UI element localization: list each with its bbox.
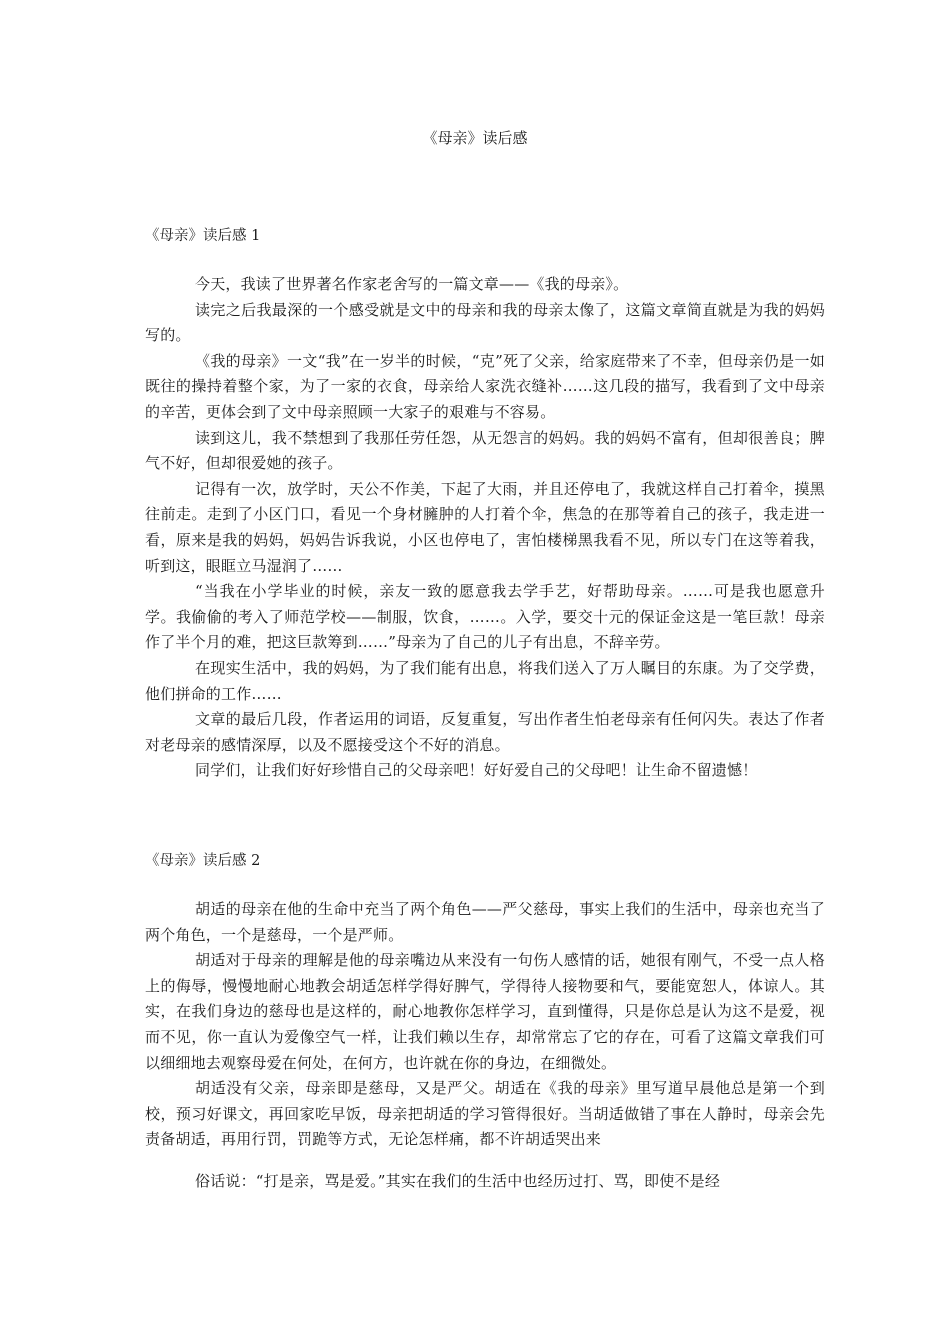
section-heading: 《母亲》读后感 1 [145, 228, 261, 244]
paragraph: 胡适对于母亲的理解是他的母亲嘴边从来没有一句伤人感情的话，她很有刚气，不受一点人格上的侮辱，慢慢地耐心地教会胡适怎样学得好脾气，学得待人接物要和气，要能宽恕人，体谅人。其实，在我们身边的慈母也是这样的，耐心地教你怎样学习，直到懂得，只是你总是认为这不是爱，视而不见，你一直认为爱像空气一样，让我们赖以生存，却常常忘了它的存在，可看了这篇文章我们可以细细地去观察母爱在何处，在何方，也许就在你的身边，在细微处。 [145, 951, 825, 1072]
paragraph: 同学们，让我们好好珍惜自己的父母亲吧！好好爱自己的父母吧！让生命不留遗憾！ [195, 761, 758, 780]
document-title: 《母亲》读后感 [422, 129, 528, 147]
paragraph: 读完之后我最深的一个感受就是文中的母亲和我的母亲太像了，这篇文章简直就是为我的妈妈写的。 [145, 300, 825, 345]
paragraph: 文章的最后几段，作者运用的词语，反复重复，写出作者生怕老母亲有任何闪失。表达了作者对老母亲的感情深厚，以及不愿接受这个不好的消息。 [145, 710, 825, 754]
paragraph: 俗话说：“打是亲，骂是爱。”其实在我们的生活中也经历过打、骂，即使不是经 [195, 1171, 721, 1190]
paragraph: 在现实生活中，我的妈妈，为了我们能有出息，将我们送入了万人瞩目的东康。为了交学费，他们拼命的工作…… [145, 658, 825, 703]
paragraph: “当我在小学毕业的时候，亲友一致的愿意我去学手艺，好帮助母亲。……可是我也愿意升学。我偷偷的考入了师范学校——制服，饮食，……。入学，要交十元的保证金这是一笔巨款！母亲作了半个月的难，把这巨款筹到……”母亲为了自己的儿子有出息，不辞辛劳。 [145, 582, 825, 652]
paragraph: 胡适的母亲在他的生命中充当了两个角色——严父慈母，事实上我们的生活中，母亲也充当了两个角色，一个是慈母，一个是严师。 [145, 900, 825, 944]
paragraph: 今天，我读了世界著名作家老舍写的一篇文章——《我的母亲》。 [195, 275, 629, 293]
section-heading: 《母亲》读后感 2 [145, 853, 261, 869]
paragraph: 读到这儿，我不禁想到了我那任劳任怨，从无怨言的妈妈。我的妈妈不富有，但却很善良；脾气不好，但却很爱她的孩子。 [145, 428, 825, 473]
paragraph: 《我的母亲》一文“我”在一岁半的时候，“克”死了父亲，给家庭带来了不幸，但母亲仍是一如既往的操持着整个家，为了一家的衣食，母亲给人家洗衣缝补……这几段的描写，我看到了文中母亲的辛苦，更体会到了文中母亲照顾一大家子的艰难与不容易。 [145, 351, 825, 421]
paragraph: 记得有一次，放学时，天公不作美，下起了大雨，并且还停电了，我就这样自己打着伞，摸黑往前走。走到了小区门口，看见一个身材臃肿的人打着个伞，焦急的在那等着自己的孩子，我走进一看，原来是我的妈妈，妈妈告诉我说，小区也停电了，害怕楼梯黑我看不见，所以专门在这等着我，听到这，眼眶立马湿润了…… [145, 479, 825, 575]
essay-section-1 [145, 225, 825, 784]
essay-section-2 [145, 850, 825, 1195]
paragraph: 胡适没有父亲，母亲即是慈母，又是严父。胡适在《我的母亲》里写道早晨他总是第一个到校，预习好课文，再回家吃早饭，母亲把胡适的学习管得很好。当胡适做错了事在人静时，母亲会先责备胡适，再用行罚，罚跪等方式，无论怎样痛，都不许胡适哭出来 [145, 1079, 825, 1149]
